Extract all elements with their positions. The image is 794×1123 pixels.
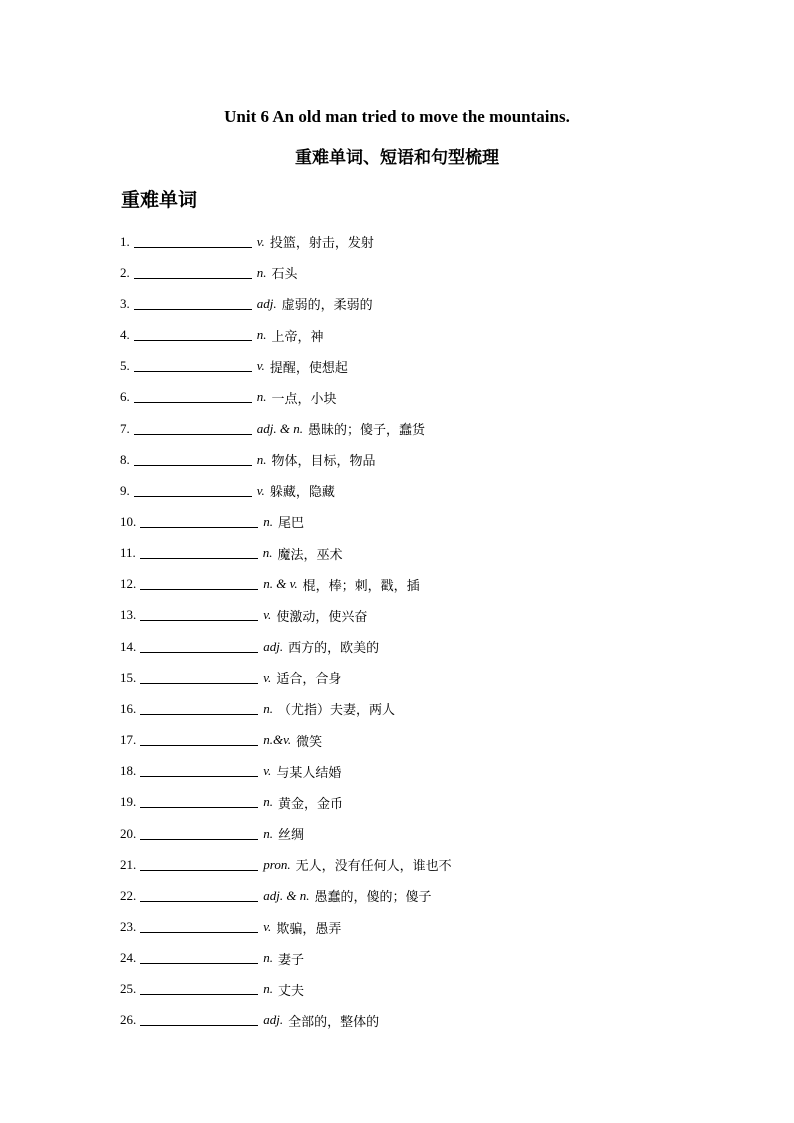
part-of-speech: n. xyxy=(256,389,267,405)
answer-blank[interactable] xyxy=(140,732,258,746)
item-number: 4. xyxy=(120,327,130,343)
part-of-speech: v. xyxy=(263,669,272,685)
vocab-item xyxy=(120,911,720,942)
vocab-item xyxy=(120,444,720,475)
item-number: 1. xyxy=(120,233,130,249)
chinese-meaning: 欺骗，愚弄 xyxy=(276,921,342,937)
vocab-item xyxy=(120,319,720,350)
answer-blank[interactable] xyxy=(134,483,252,497)
item-number: 26. xyxy=(120,1012,137,1028)
chinese-meaning: 上帝，神 xyxy=(271,329,324,345)
part-of-speech: n. xyxy=(256,264,267,280)
answer-blank[interactable] xyxy=(140,576,258,590)
part-of-speech: v. xyxy=(263,607,272,623)
item-number: 22. xyxy=(120,887,137,903)
chinese-meaning: （尤指）夫妻，两人 xyxy=(278,703,396,719)
chinese-meaning: 棍，棒；刺，戳，插 xyxy=(302,578,420,594)
part-of-speech: n.&v. xyxy=(263,732,292,748)
part-of-speech: n. xyxy=(256,451,267,467)
item-number: 24. xyxy=(120,950,137,966)
item-number: 18. xyxy=(120,763,137,779)
part-of-speech: n. xyxy=(263,700,273,716)
chinese-meaning: 使激动，使兴奋 xyxy=(276,609,368,625)
vocab-item xyxy=(120,382,720,413)
chinese-meaning: 微笑 xyxy=(296,734,323,750)
chinese-meaning: 西方的，欧美的 xyxy=(288,641,380,657)
chinese-meaning: 愚昧的；傻子，蠢货 xyxy=(307,423,425,439)
vocab-item xyxy=(120,943,720,974)
chinese-meaning: 黄金，金币 xyxy=(278,796,344,812)
item-number: 15. xyxy=(120,669,137,685)
vocab-item xyxy=(120,849,720,880)
answer-blank[interactable] xyxy=(134,265,252,279)
vocab-item xyxy=(120,818,720,849)
part-of-speech: v. xyxy=(256,358,265,374)
vocab-item xyxy=(120,257,720,288)
item-number: 17. xyxy=(120,732,137,748)
item-number: 13. xyxy=(120,607,137,623)
answer-blank[interactable] xyxy=(140,639,258,653)
chinese-meaning: 提醒，使想起 xyxy=(269,360,348,376)
answer-blank[interactable] xyxy=(140,514,258,528)
answer-blank[interactable] xyxy=(134,327,252,341)
item-number: 12. xyxy=(120,576,137,592)
vocab-item xyxy=(120,725,720,756)
chinese-meaning: 物体，目标，物品 xyxy=(271,454,376,470)
vocab-item xyxy=(120,600,720,631)
part-of-speech: v. xyxy=(256,233,265,249)
vocab-item xyxy=(120,1005,720,1036)
vocab-item xyxy=(120,974,720,1005)
vocab-item xyxy=(120,538,720,569)
vocab-item xyxy=(120,880,720,911)
part-of-speech: adj. xyxy=(256,295,277,311)
item-number: 23. xyxy=(120,919,137,935)
item-number: 11. xyxy=(120,545,136,561)
chinese-meaning: 妻子 xyxy=(278,952,305,968)
answer-blank[interactable] xyxy=(140,763,258,777)
item-number: 14. xyxy=(120,638,137,654)
answer-blank[interactable] xyxy=(140,794,258,808)
vocab-item xyxy=(120,351,720,382)
chinese-meaning: 魔法，巫术 xyxy=(277,547,343,563)
answer-blank[interactable] xyxy=(140,1012,258,1026)
chinese-meaning: 全部的，整体的 xyxy=(288,1014,380,1030)
item-number: 6. xyxy=(120,389,130,405)
part-of-speech: n. xyxy=(263,981,273,997)
vocab-item xyxy=(120,226,720,257)
chinese-meaning: 一点，小块 xyxy=(271,391,337,407)
item-number: 9. xyxy=(120,482,130,498)
item-number: 10. xyxy=(120,513,137,529)
answer-blank[interactable] xyxy=(140,981,258,995)
vocab-item xyxy=(120,413,720,444)
answer-blank[interactable] xyxy=(134,452,252,466)
chinese-meaning: 虚弱的，柔弱的 xyxy=(281,298,373,314)
chinese-meaning: 丈夫 xyxy=(278,983,305,999)
answer-blank[interactable] xyxy=(140,607,258,621)
chinese-meaning: 愚蠢的，傻的；傻子 xyxy=(314,890,432,906)
item-number: 7. xyxy=(120,420,130,436)
answer-blank[interactable] xyxy=(134,389,252,403)
part-of-speech: pron. xyxy=(263,856,291,872)
vocab-item xyxy=(120,631,720,662)
part-of-speech: adj. & n. xyxy=(256,420,303,436)
part-of-speech: adj. xyxy=(263,1012,284,1028)
part-of-speech: v. xyxy=(263,763,272,779)
answer-blank[interactable] xyxy=(134,234,252,248)
vocab-item xyxy=(120,756,720,787)
vocab-item xyxy=(120,288,720,319)
part-of-speech: v. xyxy=(256,482,265,498)
chinese-meaning: 丝绸 xyxy=(278,828,305,844)
document-subtitle: 重难单词、短语和句型梳理 xyxy=(295,148,499,168)
part-of-speech: n. & v. xyxy=(263,576,298,592)
answer-blank[interactable] xyxy=(134,358,252,372)
part-of-speech: n. xyxy=(263,950,273,966)
item-number: 19. xyxy=(120,794,137,810)
chinese-meaning: 投篮，射击，发射 xyxy=(269,236,374,252)
vocab-item xyxy=(120,693,720,724)
answer-blank[interactable] xyxy=(140,826,258,840)
part-of-speech: v. xyxy=(263,919,272,935)
vocab-item xyxy=(120,787,720,818)
chinese-meaning: 适合，合身 xyxy=(276,672,342,688)
vocabulary-list xyxy=(120,226,720,1036)
vocab-item xyxy=(120,475,720,506)
document-title: Unit 6 An old man tried to move the mountains. xyxy=(224,107,570,126)
part-of-speech: adj. xyxy=(263,638,284,654)
answer-blank[interactable] xyxy=(140,545,258,559)
item-number: 16. xyxy=(120,700,137,716)
chinese-meaning: 与某人结婚 xyxy=(276,765,342,781)
item-number: 21. xyxy=(120,856,137,872)
answer-blank[interactable] xyxy=(140,950,258,964)
answer-blank[interactable] xyxy=(134,421,252,435)
chinese-meaning: 尾巴 xyxy=(278,516,305,532)
answer-blank[interactable] xyxy=(134,296,252,310)
item-number: 25. xyxy=(120,981,137,997)
part-of-speech: n. xyxy=(263,794,273,810)
chinese-meaning: 石头 xyxy=(271,267,298,283)
part-of-speech: n. xyxy=(262,545,273,561)
part-of-speech: adj. & n. xyxy=(263,887,310,903)
part-of-speech: n. xyxy=(263,825,273,841)
item-number: 2. xyxy=(120,264,130,280)
part-of-speech: n. xyxy=(256,327,267,343)
chinese-meaning: 无人，没有任何人，谁也不 xyxy=(295,859,452,875)
vocab-item xyxy=(120,506,720,537)
item-number: 20. xyxy=(120,825,137,841)
answer-blank[interactable] xyxy=(140,857,258,871)
answer-blank[interactable] xyxy=(140,670,258,684)
item-number: 3. xyxy=(120,295,130,311)
answer-blank[interactable] xyxy=(140,701,258,715)
answer-blank[interactable] xyxy=(140,919,258,933)
item-number: 5. xyxy=(120,358,130,374)
part-of-speech: n. xyxy=(263,513,273,529)
vocab-item xyxy=(120,662,720,693)
section-heading: 重难单词 xyxy=(121,189,198,211)
vocab-item xyxy=(120,569,720,600)
chinese-meaning: 躲藏，隐藏 xyxy=(269,485,335,501)
answer-blank[interactable] xyxy=(140,888,258,902)
item-number: 8. xyxy=(120,451,130,467)
